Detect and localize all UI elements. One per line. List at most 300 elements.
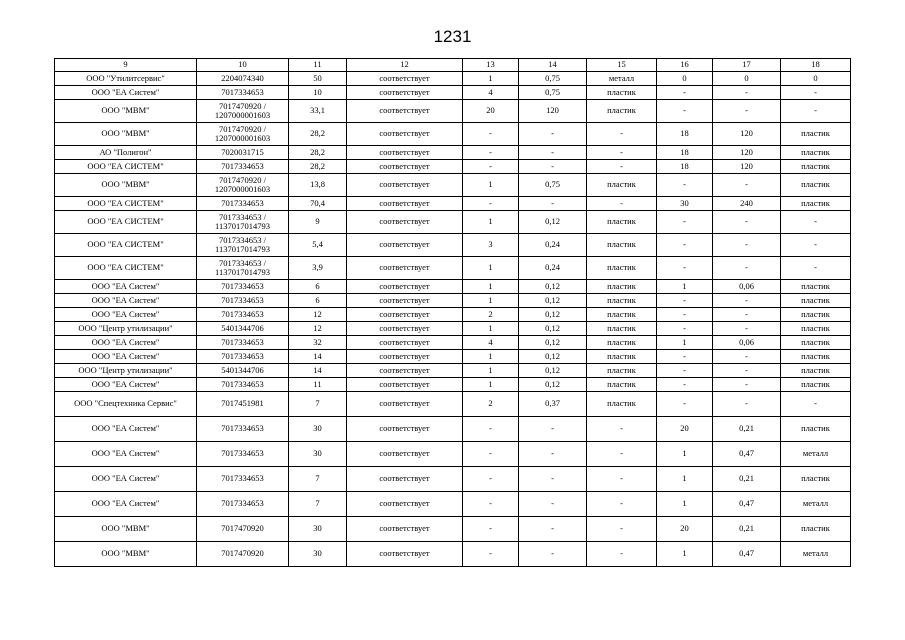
table-row [55,392,851,417]
table-row [55,174,851,197]
organization-cell: ООО "ЕА Систем" [55,417,197,442]
conformity-cell: соответствует [347,467,463,492]
col-18-cell: - [781,257,851,280]
conformity-cell: соответствует [347,336,463,350]
col-13-cell: - [463,160,519,174]
table-row [55,100,851,123]
col-17-cell: - [713,392,781,417]
col-18-cell: - [781,86,851,100]
material-cell: пластик [587,364,657,378]
table-row [55,417,851,442]
inn-cell: 7017334653 [197,492,289,517]
conformity-cell: соответствует [347,72,463,86]
col-13-cell: 1 [463,322,519,336]
organization-cell: ООО "МВМ" [55,542,197,567]
conformity-cell: соответствует [347,280,463,294]
column-header: 10 [197,59,289,72]
col-18-cell: - [781,211,851,234]
col-17-cell: - [713,100,781,123]
col-14-cell: - [519,542,587,567]
col-17-cell: - [713,322,781,336]
conformity-cell: соответствует [347,517,463,542]
organization-cell: ООО "МВМ" [55,100,197,123]
col-11-cell: 30 [289,442,347,467]
col-13-cell: 3 [463,234,519,257]
inn-cell: 7017334653 [197,378,289,392]
col-18-cell: пластик [781,174,851,197]
table-row [55,86,851,100]
col-13-cell: - [463,542,519,567]
col-16-cell: - [657,174,713,197]
material-cell: пластик [587,322,657,336]
col-14-cell: - [519,146,587,160]
col-13-cell: 2 [463,308,519,322]
organization-cell: ООО "Центр утилизации" [55,322,197,336]
col-11-cell: 28,2 [289,160,347,174]
col-11-cell: 14 [289,350,347,364]
col-11-cell: 6 [289,280,347,294]
table-row [55,146,851,160]
conformity-cell: соответствует [347,86,463,100]
col-11-cell: 50 [289,72,347,86]
inn-cell: 7017334653 / 1137017014793 [197,257,289,280]
col-16-cell: - [657,86,713,100]
material-cell: пластик [587,392,657,417]
table-row [55,336,851,350]
table-row [55,492,851,517]
col-18-cell: пластик [781,417,851,442]
col-16-cell: 1 [657,542,713,567]
col-16-cell: - [657,211,713,234]
col-17-cell: 240 [713,197,781,211]
conformity-cell: соответствует [347,378,463,392]
col-17-cell: 120 [713,160,781,174]
column-header: 11 [289,59,347,72]
inn-cell: 7017334653 [197,86,289,100]
column-header: 16 [657,59,713,72]
inn-cell: 2204074340 [197,72,289,86]
col-18-cell: пластик [781,336,851,350]
col-14-cell: 0,24 [519,257,587,280]
table-row [55,160,851,174]
col-18-cell: пластик [781,146,851,160]
col-14-cell: - [519,160,587,174]
table-row [55,257,851,280]
inn-cell: 7017334653 / 1137017014793 [197,234,289,257]
material-cell: пластик [587,211,657,234]
col-18-cell: пластик [781,350,851,364]
registry-table [54,58,851,567]
col-14-cell: 0,37 [519,392,587,417]
table-row [55,517,851,542]
col-13-cell: 1 [463,257,519,280]
organization-cell: ООО "ЕА Систем" [55,336,197,350]
table-row [55,280,851,294]
page-number: 1231 [433,27,472,46]
conformity-cell: соответствует [347,234,463,257]
material-cell: - [587,123,657,146]
col-17-cell: - [713,86,781,100]
conformity-cell: соответствует [347,322,463,336]
inn-cell: 7017334653 / 1137017014793 [197,211,289,234]
col-17-cell: 120 [713,123,781,146]
organization-cell: ООО "ЕА СИСТЕМ" [55,234,197,257]
inn-cell: 7017334653 [197,442,289,467]
col-14-cell: 0,12 [519,294,587,308]
inn-cell: 7020031715 [197,146,289,160]
conformity-cell: соответствует [347,211,463,234]
conformity-cell: соответствует [347,350,463,364]
col-17-cell: - [713,174,781,197]
inn-cell: 5401344706 [197,364,289,378]
col-13-cell: 1 [463,174,519,197]
material-cell: - [587,467,657,492]
material-cell: - [587,442,657,467]
col-11-cell: 3,9 [289,257,347,280]
material-cell: пластик [587,257,657,280]
col-17-cell: 0 [713,72,781,86]
col-18-cell: металл [781,492,851,517]
col-16-cell: 20 [657,517,713,542]
organization-cell: ООО "ЕА Систем" [55,280,197,294]
organization-cell: ООО "ЕА Систем" [55,467,197,492]
col-11-cell: 28,2 [289,146,347,160]
organization-cell: ООО "ЕА СИСТЕМ" [55,211,197,234]
table-header [55,59,851,72]
col-14-cell: 0,75 [519,72,587,86]
col-17-cell: 0,47 [713,442,781,467]
conformity-cell: соответствует [347,146,463,160]
col-18-cell: пластик [781,308,851,322]
col-17-cell: 0,06 [713,280,781,294]
col-18-cell: пластик [781,517,851,542]
material-cell: пластик [587,234,657,257]
col-14-cell: 0,12 [519,322,587,336]
col-17-cell: - [713,308,781,322]
material-cell: пластик [587,294,657,308]
col-14-cell: 0,12 [519,378,587,392]
material-cell: пластик [587,174,657,197]
material-cell: - [587,492,657,517]
table-row [55,467,851,492]
col-14-cell: 0,12 [519,280,587,294]
material-cell: пластик [587,308,657,322]
col-14-cell: 0,75 [519,174,587,197]
material-cell: - [587,517,657,542]
col-13-cell: 20 [463,100,519,123]
col-11-cell: 5,4 [289,234,347,257]
col-13-cell: 1 [463,350,519,364]
inn-cell: 7017334653 [197,336,289,350]
col-18-cell: пластик [781,322,851,336]
col-11-cell: 12 [289,308,347,322]
col-16-cell: 18 [657,123,713,146]
conformity-cell: соответствует [347,294,463,308]
col-16-cell: - [657,234,713,257]
col-16-cell: - [657,322,713,336]
col-14-cell: 0,12 [519,308,587,322]
inn-cell: 7017470920 / 1207000001603 [197,174,289,197]
col-18-cell: - [781,392,851,417]
col-17-cell: 0,21 [713,417,781,442]
col-17-cell: 0,21 [713,517,781,542]
column-header: 18 [781,59,851,72]
inn-cell: 7017334653 [197,308,289,322]
col-13-cell: 4 [463,336,519,350]
organization-cell: ООО "МВМ" [55,123,197,146]
col-11-cell: 28,2 [289,123,347,146]
conformity-cell: соответствует [347,542,463,567]
conformity-cell: соответствует [347,417,463,442]
conformity-cell: соответствует [347,392,463,417]
col-13-cell: - [463,123,519,146]
conformity-cell: соответствует [347,308,463,322]
col-18-cell: пластик [781,160,851,174]
col-14-cell: 0,12 [519,336,587,350]
header-row [55,59,851,72]
col-16-cell: - [657,364,713,378]
col-17-cell: - [713,378,781,392]
column-header: 12 [347,59,463,72]
inn-cell: 7017470920 [197,542,289,567]
col-13-cell: 2 [463,392,519,417]
col-14-cell: 0,75 [519,86,587,100]
col-17-cell: 0,06 [713,336,781,350]
conformity-cell: соответствует [347,442,463,467]
col-11-cell: 9 [289,211,347,234]
col-14-cell: 120 [519,100,587,123]
column-header: 15 [587,59,657,72]
organization-cell: ООО "Центр утилизации" [55,364,197,378]
table-row [55,364,851,378]
col-14-cell: 0,24 [519,234,587,257]
col-17-cell: - [713,211,781,234]
col-14-cell: - [519,492,587,517]
table-row [55,123,851,146]
col-11-cell: 12 [289,322,347,336]
conformity-cell: соответствует [347,492,463,517]
col-16-cell: - [657,294,713,308]
col-17-cell: - [713,350,781,364]
table-row [55,294,851,308]
table-row [55,234,851,257]
col-17-cell: 0,21 [713,467,781,492]
material-cell: - [587,197,657,211]
col-18-cell: металл [781,442,851,467]
conformity-cell: соответствует [347,364,463,378]
col-11-cell: 7 [289,392,347,417]
col-18-cell: пластик [781,378,851,392]
table-row [55,442,851,467]
col-16-cell: 1 [657,492,713,517]
col-13-cell: - [463,146,519,160]
col-14-cell: - [519,467,587,492]
inn-cell: 7017470920 / 1207000001603 [197,100,289,123]
col-16-cell: - [657,100,713,123]
col-14-cell: - [519,442,587,467]
organization-cell: ООО "ЕА СИСТЕМ" [55,160,197,174]
col-16-cell: 18 [657,146,713,160]
organization-cell: ООО "ЕА Систем" [55,308,197,322]
conformity-cell: соответствует [347,100,463,123]
col-18-cell: - [781,234,851,257]
col-14-cell: - [519,197,587,211]
col-13-cell: 4 [463,86,519,100]
table-row [55,72,851,86]
col-11-cell: 11 [289,378,347,392]
organization-cell: ООО "ЕА Систем" [55,294,197,308]
table-body [55,72,851,567]
col-13-cell: 1 [463,294,519,308]
col-13-cell: - [463,467,519,492]
organization-cell: ООО "ЕА Систем" [55,442,197,467]
organization-cell: ООО "ЕА Систем" [55,86,197,100]
col-16-cell: 0 [657,72,713,86]
col-16-cell: - [657,257,713,280]
col-18-cell: пластик [781,364,851,378]
col-16-cell: 18 [657,160,713,174]
col-17-cell: - [713,364,781,378]
col-11-cell: 6 [289,294,347,308]
col-14-cell: 0,12 [519,350,587,364]
col-11-cell: 33,1 [289,100,347,123]
col-13-cell: 1 [463,280,519,294]
col-11-cell: 7 [289,492,347,517]
col-11-cell: 13,8 [289,174,347,197]
col-18-cell: пластик [781,280,851,294]
inn-cell: 5401344706 [197,322,289,336]
conformity-cell: соответствует [347,174,463,197]
col-11-cell: 14 [289,364,347,378]
col-16-cell: 20 [657,417,713,442]
material-cell: - [587,542,657,567]
col-18-cell: пластик [781,197,851,211]
col-16-cell: 1 [657,467,713,492]
column-header: 14 [519,59,587,72]
col-13-cell: - [463,417,519,442]
col-11-cell: 30 [289,417,347,442]
column-header: 9 [55,59,197,72]
inn-cell: 7017334653 [197,350,289,364]
col-14-cell: 0,12 [519,364,587,378]
col-11-cell: 10 [289,86,347,100]
col-13-cell: - [463,517,519,542]
col-16-cell: - [657,350,713,364]
col-18-cell: 0 [781,72,851,86]
inn-cell: 7017470920 [197,517,289,542]
organization-cell: ООО "ЕА СИСТЕМ" [55,197,197,211]
col-13-cell: 1 [463,72,519,86]
material-cell: пластик [587,378,657,392]
organization-cell: ООО "ЕА СИСТЕМ" [55,257,197,280]
inn-cell: 7017334653 [197,467,289,492]
col-11-cell: 30 [289,517,347,542]
col-16-cell: - [657,308,713,322]
conformity-cell: соответствует [347,197,463,211]
organization-cell: ООО "Утилитсервис" [55,72,197,86]
col-18-cell: - [781,100,851,123]
col-13-cell: - [463,197,519,211]
col-11-cell: 70,4 [289,197,347,211]
organization-cell: АО "Полигон" [55,146,197,160]
organization-cell: ООО "МВМ" [55,517,197,542]
col-17-cell: - [713,294,781,308]
table-row [55,542,851,567]
inn-cell: 7017334653 [197,197,289,211]
col-17-cell: - [713,234,781,257]
table-row [55,322,851,336]
col-18-cell: пластик [781,467,851,492]
table-row [55,350,851,364]
col-13-cell: 1 [463,378,519,392]
col-16-cell: 1 [657,442,713,467]
col-13-cell: - [463,492,519,517]
inn-cell: 7017334653 [197,294,289,308]
col-17-cell: 0,47 [713,542,781,567]
col-16-cell: 1 [657,336,713,350]
inn-cell: 7017470920 / 1207000001603 [197,123,289,146]
inn-cell: 7017334653 [197,160,289,174]
column-header: 13 [463,59,519,72]
material-cell: - [587,417,657,442]
col-18-cell: металл [781,542,851,567]
col-16-cell: - [657,392,713,417]
col-16-cell: 1 [657,280,713,294]
inn-cell: 7017334653 [197,280,289,294]
inn-cell: 7017334653 [197,417,289,442]
material-cell: пластик [587,350,657,364]
conformity-cell: соответствует [347,123,463,146]
material-cell: металл [587,72,657,86]
col-13-cell: 1 [463,211,519,234]
col-14-cell: - [519,417,587,442]
col-11-cell: 30 [289,542,347,567]
col-16-cell: 30 [657,197,713,211]
organization-cell: ООО "Спецтехника Сервис" [55,392,197,417]
table-row [55,197,851,211]
col-14-cell: - [519,517,587,542]
table-row [55,378,851,392]
col-18-cell: пластик [781,294,851,308]
material-cell: пластик [587,86,657,100]
column-header: 17 [713,59,781,72]
material-cell: пластик [587,336,657,350]
col-13-cell: 1 [463,364,519,378]
material-cell: пластик [587,100,657,123]
col-14-cell: - [519,123,587,146]
organization-cell: ООО "ЕА Систем" [55,350,197,364]
col-18-cell: пластик [781,123,851,146]
table-row [55,211,851,234]
col-11-cell: 7 [289,467,347,492]
col-14-cell: 0,12 [519,211,587,234]
material-cell: - [587,160,657,174]
organization-cell: ООО "МВМ" [55,174,197,197]
conformity-cell: соответствует [347,160,463,174]
material-cell: пластик [587,280,657,294]
inn-cell: 7017451981 [197,392,289,417]
material-cell: - [587,146,657,160]
col-17-cell: - [713,257,781,280]
table-row [55,308,851,322]
col-11-cell: 32 [289,336,347,350]
col-17-cell: 0,47 [713,492,781,517]
conformity-cell: соответствует [347,257,463,280]
col-13-cell: - [463,442,519,467]
col-17-cell: 120 [713,146,781,160]
col-16-cell: - [657,378,713,392]
organization-cell: ООО "ЕА Систем" [55,378,197,392]
